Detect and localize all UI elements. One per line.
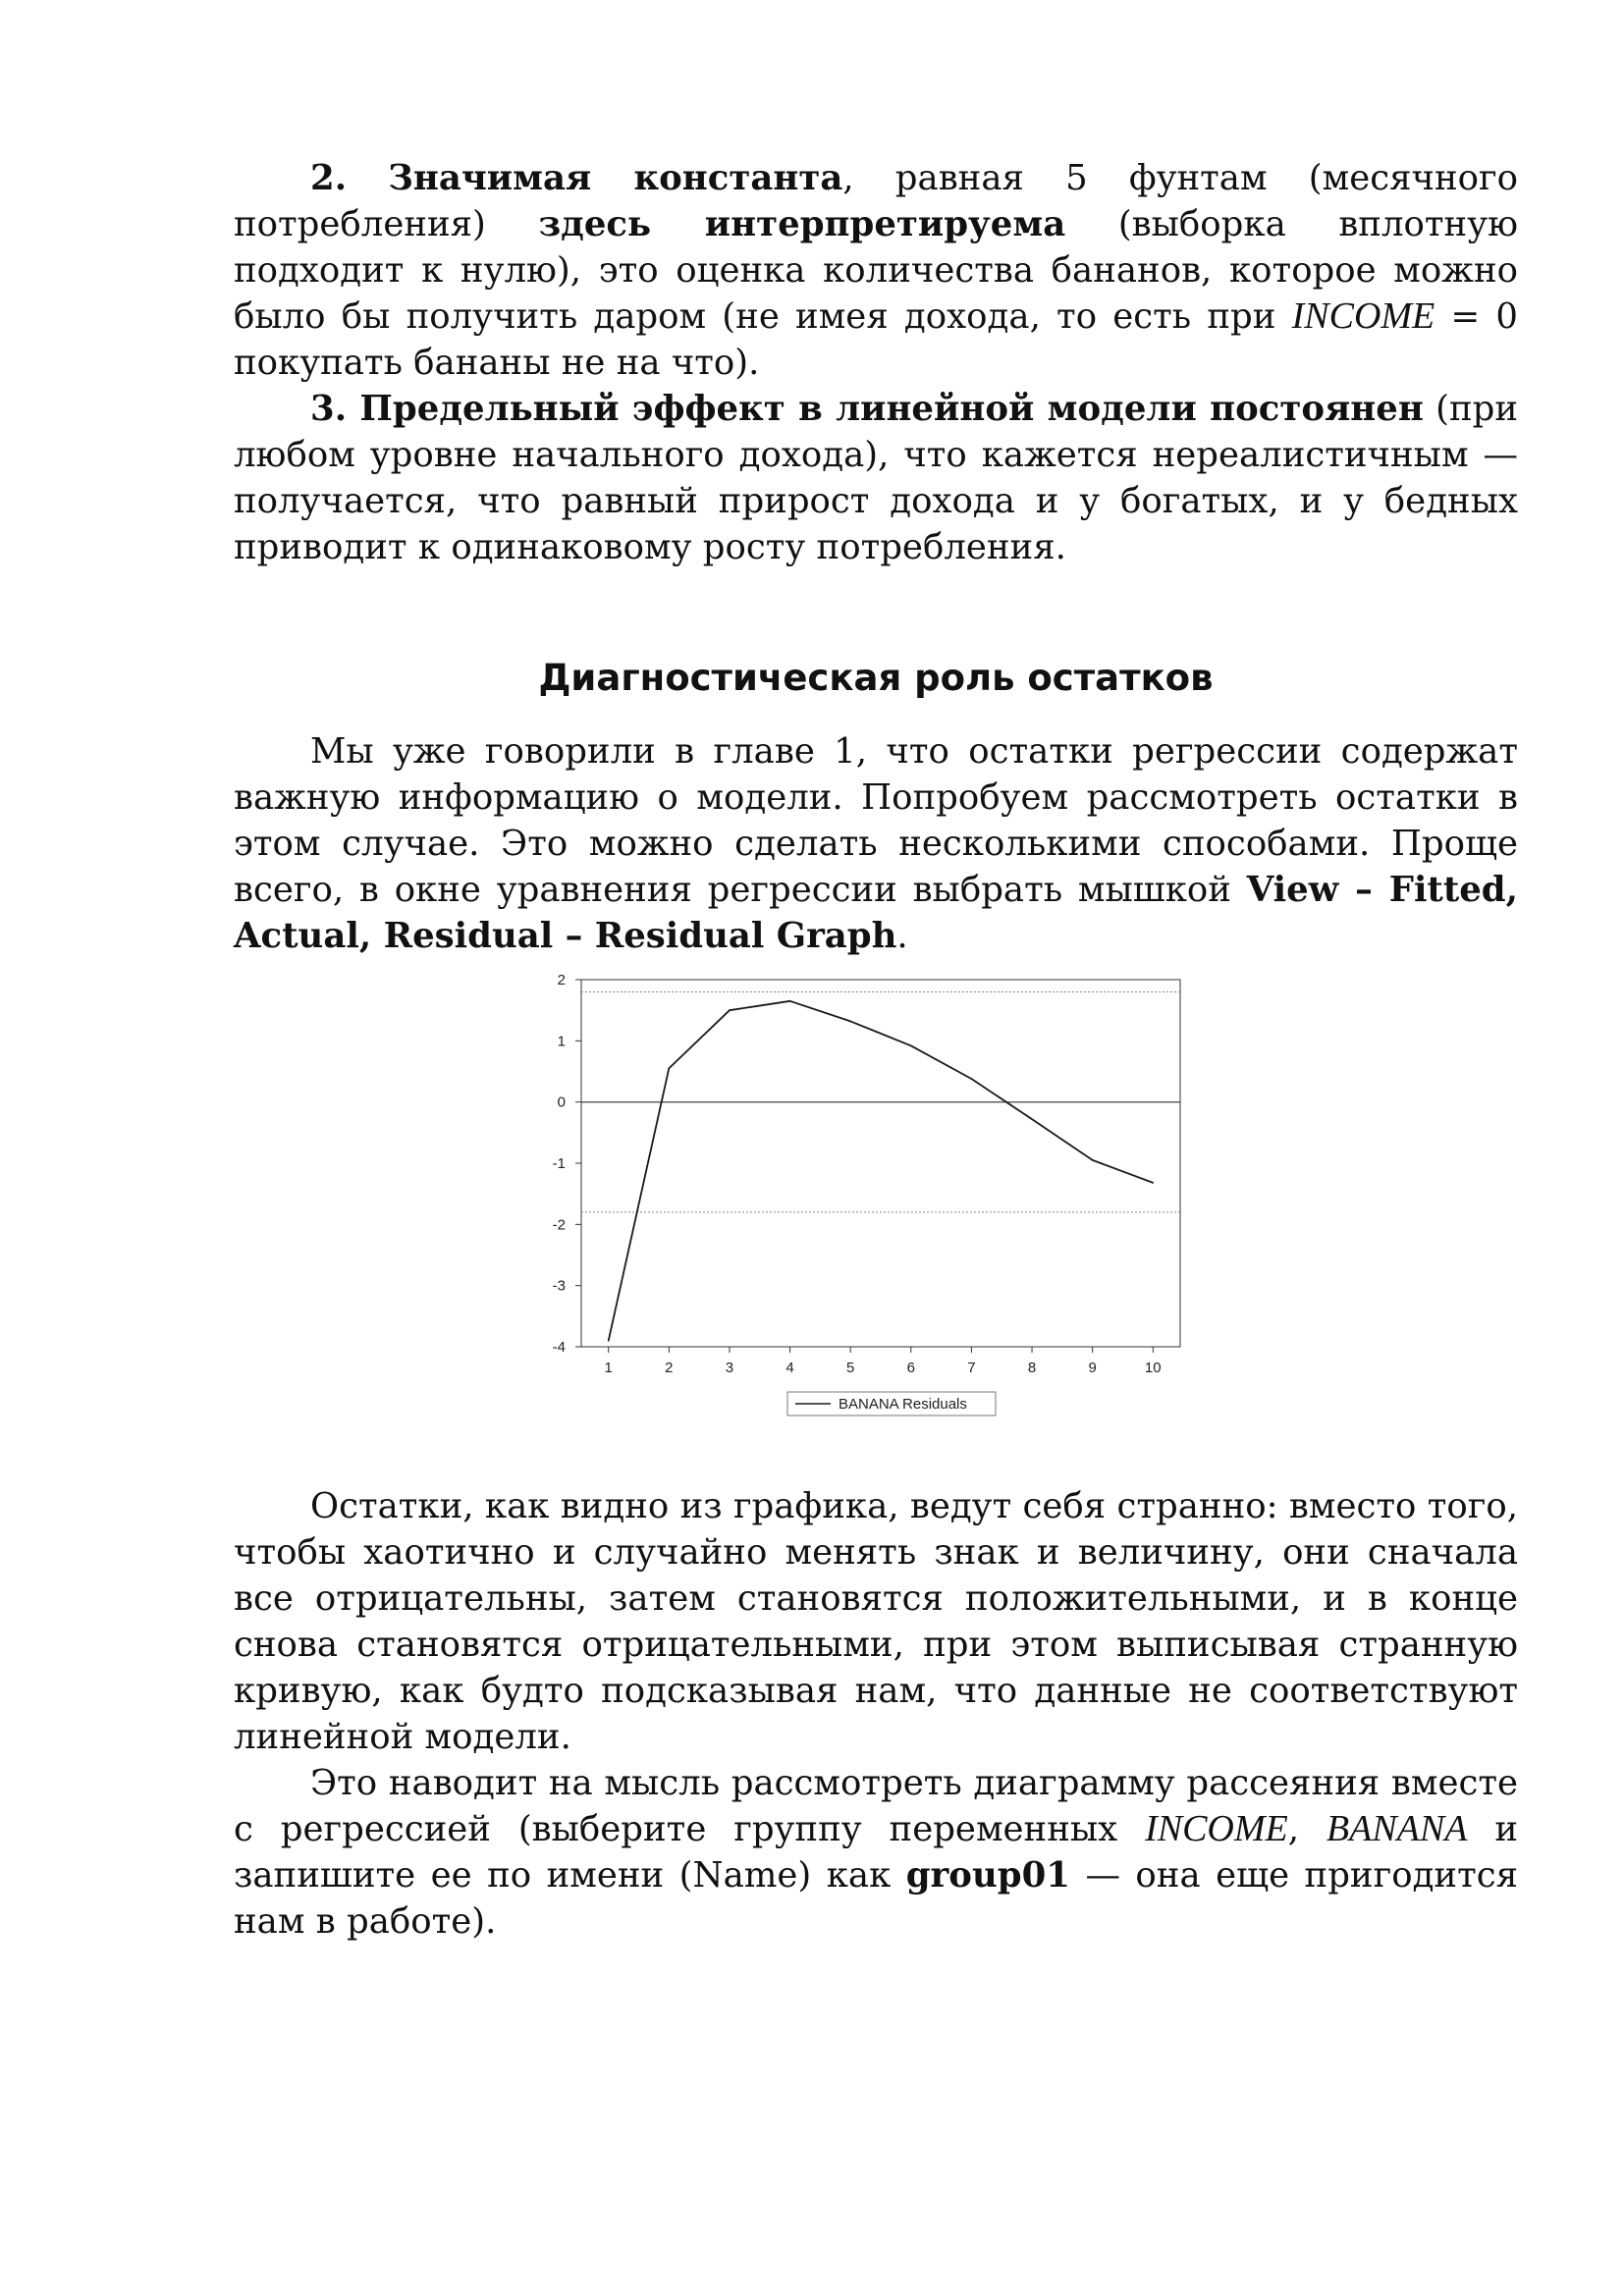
text-span: (при любом уровне начального дохода), что кажется нереалистичным — получается, что равный прирост дохода и у богатых, и у бедных приводит к одинаковому росту потребления. [234, 389, 1519, 567]
paragraph-residuals-intro [234, 728, 1518, 959]
text-span: Мы уже говорили в главе 1, что остатки регрессии содержат важную информацию о модели. Попробуем рассмотреть остатки в этом случае. Это можно сделать несколькими способами. Проще всего, в окне уравнения регрессии выбрать мышкой [234, 731, 1518, 910]
text-span: покупать бананы не на что). [234, 343, 760, 383]
x-tick-label: 2 [665, 1360, 674, 1376]
x-tick-label: 4 [785, 1360, 794, 1376]
text-span: . [896, 916, 908, 956]
section-heading: Диагностическая роль остатков [538, 657, 1214, 699]
bold-term-constant: Значимая константа [388, 158, 843, 198]
data-point [910, 1045, 912, 1047]
text-span: — она еще пригодится нам в работе). [234, 1855, 1519, 1942]
plot-frame [581, 980, 1180, 1347]
text-span: , равная 5 фунтам (месячного потребления) [234, 158, 1518, 244]
y-tick-label: -4 [552, 1339, 566, 1356]
y-tick-label: 2 [557, 972, 566, 988]
y-tick-label: -1 [552, 1155, 566, 1172]
x-tick-label: 5 [846, 1360, 855, 1376]
text-span: и запишите ее по имени (Name) как [234, 1809, 1519, 1896]
x-tick-label: 9 [1088, 1360, 1097, 1376]
text-span: (выборка вплотную подходит к нулю), это оценка количества бананов, которое можно было бы получить даром (не имея дохода, то есть при [234, 204, 1518, 337]
y-tick-label: 1 [557, 1033, 566, 1050]
x-tick-label: 6 [906, 1360, 915, 1376]
y-tick-label: 0 [557, 1094, 566, 1111]
variable-banana: BANANA [1326, 1808, 1468, 1849]
x-tick-label: 3 [725, 1360, 734, 1376]
menu-path: View – Fitted, Actual, Residual – Residual Graph [234, 870, 1518, 956]
legend-label: BANANA Residuals [839, 1396, 967, 1413]
residual-chart-svg [520, 962, 1208, 1433]
text-span: Остатки, как видно из графика, ведут себя странно: вместо того, чтобы хаотично и случайно менять знак и величину, они сначала все отрицательны, затем становятся положительными, и в конце снова становятся отрицательными, при этом выписывая странную кривую, как будто подсказывая нам, что данные не соответствуют линейной модели. [234, 1486, 1518, 1757]
data-point [1092, 1159, 1094, 1161]
residual-chart [520, 962, 1208, 1433]
paragraph-scatter [234, 1760, 1518, 1945]
formula-variable: INCOME [1291, 295, 1435, 337]
series-line [609, 1001, 1154, 1341]
x-tick-label: 1 [604, 1360, 613, 1376]
x-tick-label: 10 [1144, 1360, 1162, 1376]
data-point [1152, 1182, 1154, 1184]
data-point [849, 1021, 851, 1023]
data-point [729, 1009, 731, 1011]
variable-income: INCOME [1145, 1808, 1288, 1849]
y-tick-label: -2 [552, 1216, 566, 1234]
data-point [789, 1000, 791, 1002]
group-name: group01 [905, 1855, 1070, 1896]
data-point [1031, 1118, 1033, 1120]
data-point [971, 1078, 973, 1080]
text-span: Это наводит на мысль рассмотреть диаграмму рассеяния вместе с регрессией (выберите группу переменных [234, 1763, 1518, 1849]
y-tick-label: -3 [552, 1277, 566, 1295]
text-span: , [1287, 1809, 1326, 1849]
x-tick-label: 7 [967, 1360, 976, 1376]
data-point [608, 1340, 610, 1342]
bold-term-interpretable: здесь интерпретируема [538, 204, 1066, 244]
bold-term-marginal: 3. Предельный эффект в линейной модели постоянен [310, 389, 1424, 429]
formula-rest: = 0 [1435, 296, 1518, 337]
paragraph-residuals-strange [234, 1483, 1518, 1760]
data-point [669, 1068, 671, 1070]
paragraph-marginal-effect [234, 386, 1518, 570]
item-number: 2. [310, 158, 348, 198]
x-tick-label: 8 [1027, 1360, 1037, 1376]
paragraph-constant [234, 155, 1518, 386]
